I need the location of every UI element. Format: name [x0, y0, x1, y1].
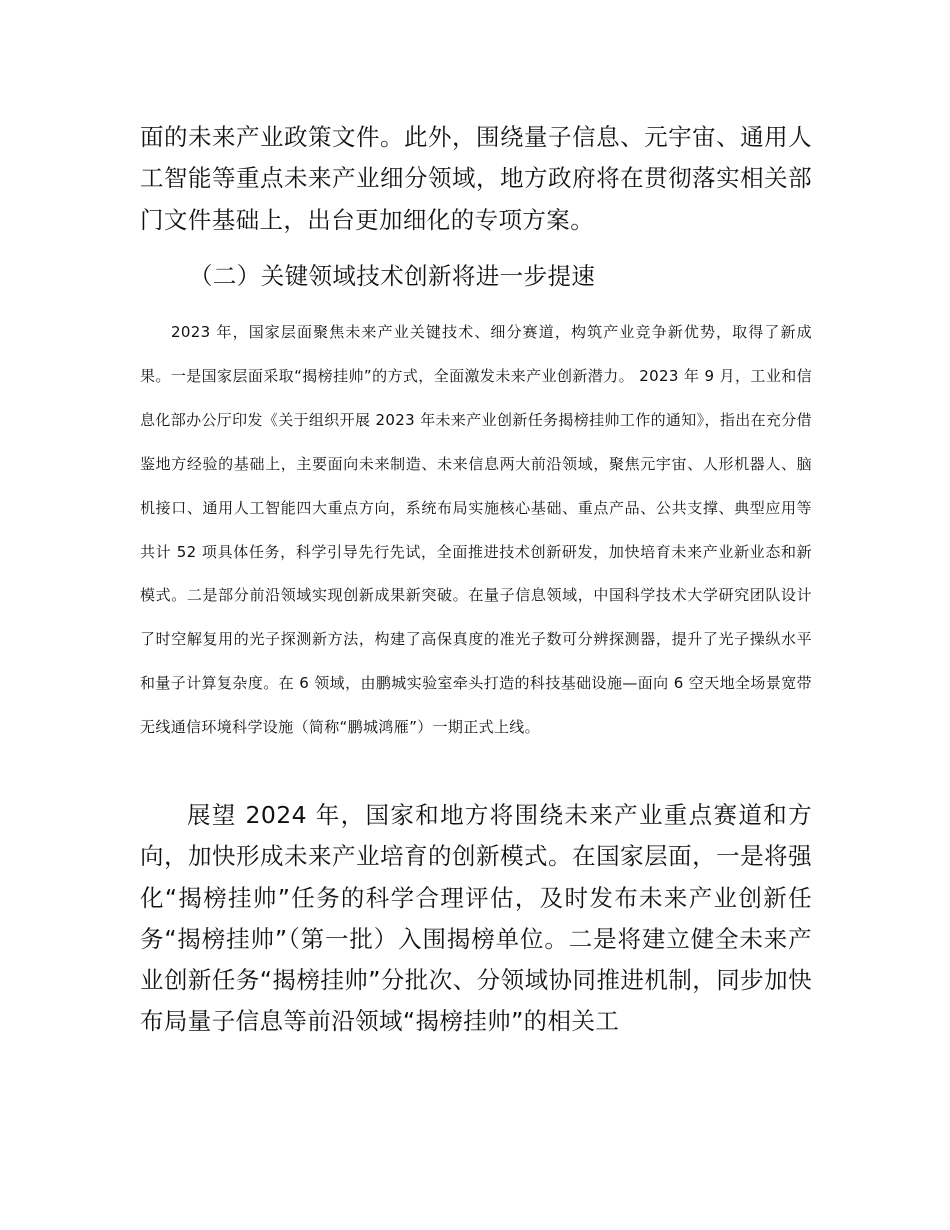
- section-heading: （二）关键领域技术创新将进一步提速: [189, 262, 596, 290]
- paragraph-policy-files: 面的未来产业政策文件。此外，围绕量子信息、元宇宙、通用人工智能等重点未来产业细分领域，地方政府将在贯彻落实相关部门文件基础上，出台更加细化的专项方案。: [140, 123, 812, 234]
- paragraph-outlook-2024: 展望 2024 年，国家和地方将围绕未来产业重点赛道和方向，加快形成未来产业培育的创新模式。在国家层面，一是将强化“揭榜挂帅”任务的科学合理评估，及时发布未来产业创新任务“揭榜挂帅”（第一批）入围揭榜单位。二是将建立健全未来产业创新任务“揭榜挂帅”分批次、分领域协同推进机制，同步加快布局量子信息等前沿领域“揭榜挂帅”的相关工: [140, 801, 812, 1036]
- paragraph-key-tech-2023: 2023 年，国家层面聚焦未来产业关键技术、细分赛道，构筑产业竞争新优势，取得了新成果。一是国家层面采取“揭榜挂帅”的方式，全面激发未来产业创新潜力。 2023 年 9 月，工业和信息化部办公厅印发《关于组织开展 2023 年未来产业创新任务揭榜挂帅工作的通知》，指出在充分借鉴地方经验的基础上，主要面向未来制造、未来信息两大前沿领域，聚焦元宇宙、人形机器人、脑机接口、通用人工智能四大重点方向，系统布局实施核心基础、重点产品、公共支撑、典型应用等共计 52 项具体任务，科学引导先行先试，全面推进技术创新研发，加快培育未来产业新业态和新模式。二是部分前沿领域实现创新成果新突破。在量子信息领域，中国科学技术大学研究团队设计了时空解复用的光子探测新方法，构建了高保真度的准光子数可分辨探测器，提升了光子操纵水平和量子计算复杂度。在 6 领域，由鹏城实验室牵头打造的科技基础设施—面向 6 空天地全场景宽带无线通信环境科学设施（简称“鹏城鸿雁”）一期正式上线。: [140, 323, 812, 737]
